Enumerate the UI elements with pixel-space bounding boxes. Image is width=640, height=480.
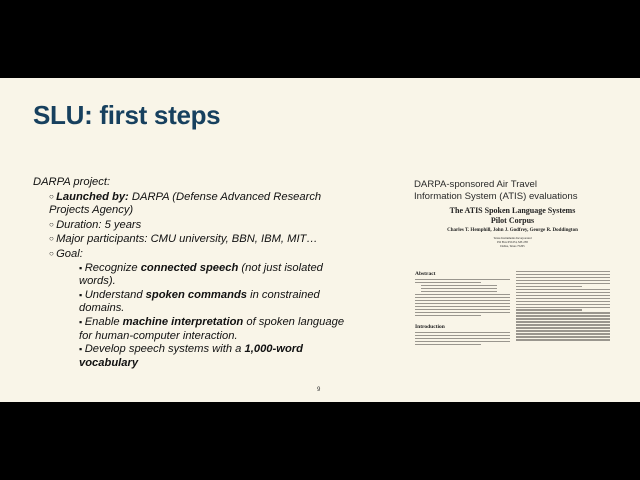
paper-title: [415, 206, 610, 226]
goal-bold: machine interpretation: [122, 315, 244, 328]
paper-right-column: [516, 269, 611, 347]
paper-body: [415, 269, 610, 347]
affiliation-line: Dallas, Texas 75265: [500, 244, 525, 248]
goal-text: Recognize: [84, 261, 141, 274]
caption-line: DARPA-sponsored Air Travel: [414, 179, 537, 190]
bullet-duration: [49, 218, 353, 233]
paper-left-column: [415, 269, 510, 347]
paper-thumbnail: [415, 206, 610, 331]
affiliation-line: Texas Instruments Incorporated: [493, 236, 532, 240]
figure-caption: [414, 179, 578, 203]
goal-bold: 1,000-word vocabulary: [79, 343, 303, 369]
goal-machine-interpretation: [79, 316, 353, 343]
bullet-participants: [49, 232, 353, 247]
paper-authors: Charles T. Hemphill, John J. Godfrey, George R. Doddington: [447, 228, 578, 233]
goal-text: of spoken language for human-computer interaction.: [79, 315, 345, 342]
goal-text: Understand: [84, 288, 146, 301]
paper-title-line: The ATIS Spoken Language Systems: [449, 206, 576, 215]
goal-connected-speech: [79, 262, 353, 289]
slide-content: [33, 176, 353, 370]
affiliation-line: PO Box 655474, MS 238: [497, 240, 528, 244]
paper-title-line: Pilot Corpus: [490, 216, 535, 225]
goal-text: in constrained domains.: [79, 288, 320, 315]
goal-text: Develop speech systems with a: [84, 343, 245, 356]
caption-line: Information System (ATIS) evaluations: [414, 191, 578, 202]
bullet-text: DARPA (Defense Advanced Research Projects Agency): [49, 190, 322, 217]
bullet-bold: Launched by:: [56, 190, 129, 203]
bullet-text: Major participants: CMU university, BBN, IBM, MIT…: [56, 233, 318, 246]
bullet-launched-by: [49, 190, 353, 218]
page-number: 9: [317, 387, 321, 393]
goal-bold: connected speech: [140, 261, 239, 274]
paper-affiliation: [415, 236, 610, 248]
intro-text: DARPA project:: [33, 176, 111, 188]
goal-text: (not just isolated words).: [79, 261, 323, 288]
bullet-text: Duration: 5 years: [56, 218, 142, 231]
bullet-goal: [49, 247, 353, 262]
goal-vocabulary: [79, 343, 353, 370]
goal-text: Enable: [84, 315, 123, 328]
bullet-text: Goal:: [56, 247, 83, 260]
section-heading-introduction: Introduction: [415, 324, 445, 331]
goal-spoken-commands: [79, 289, 353, 316]
goal-bold: spoken commands: [145, 288, 247, 301]
slide-title: SLU: first steps: [33, 100, 221, 130]
section-heading-abstract: Abstract: [415, 271, 436, 277]
slide: [0, 78, 640, 402]
